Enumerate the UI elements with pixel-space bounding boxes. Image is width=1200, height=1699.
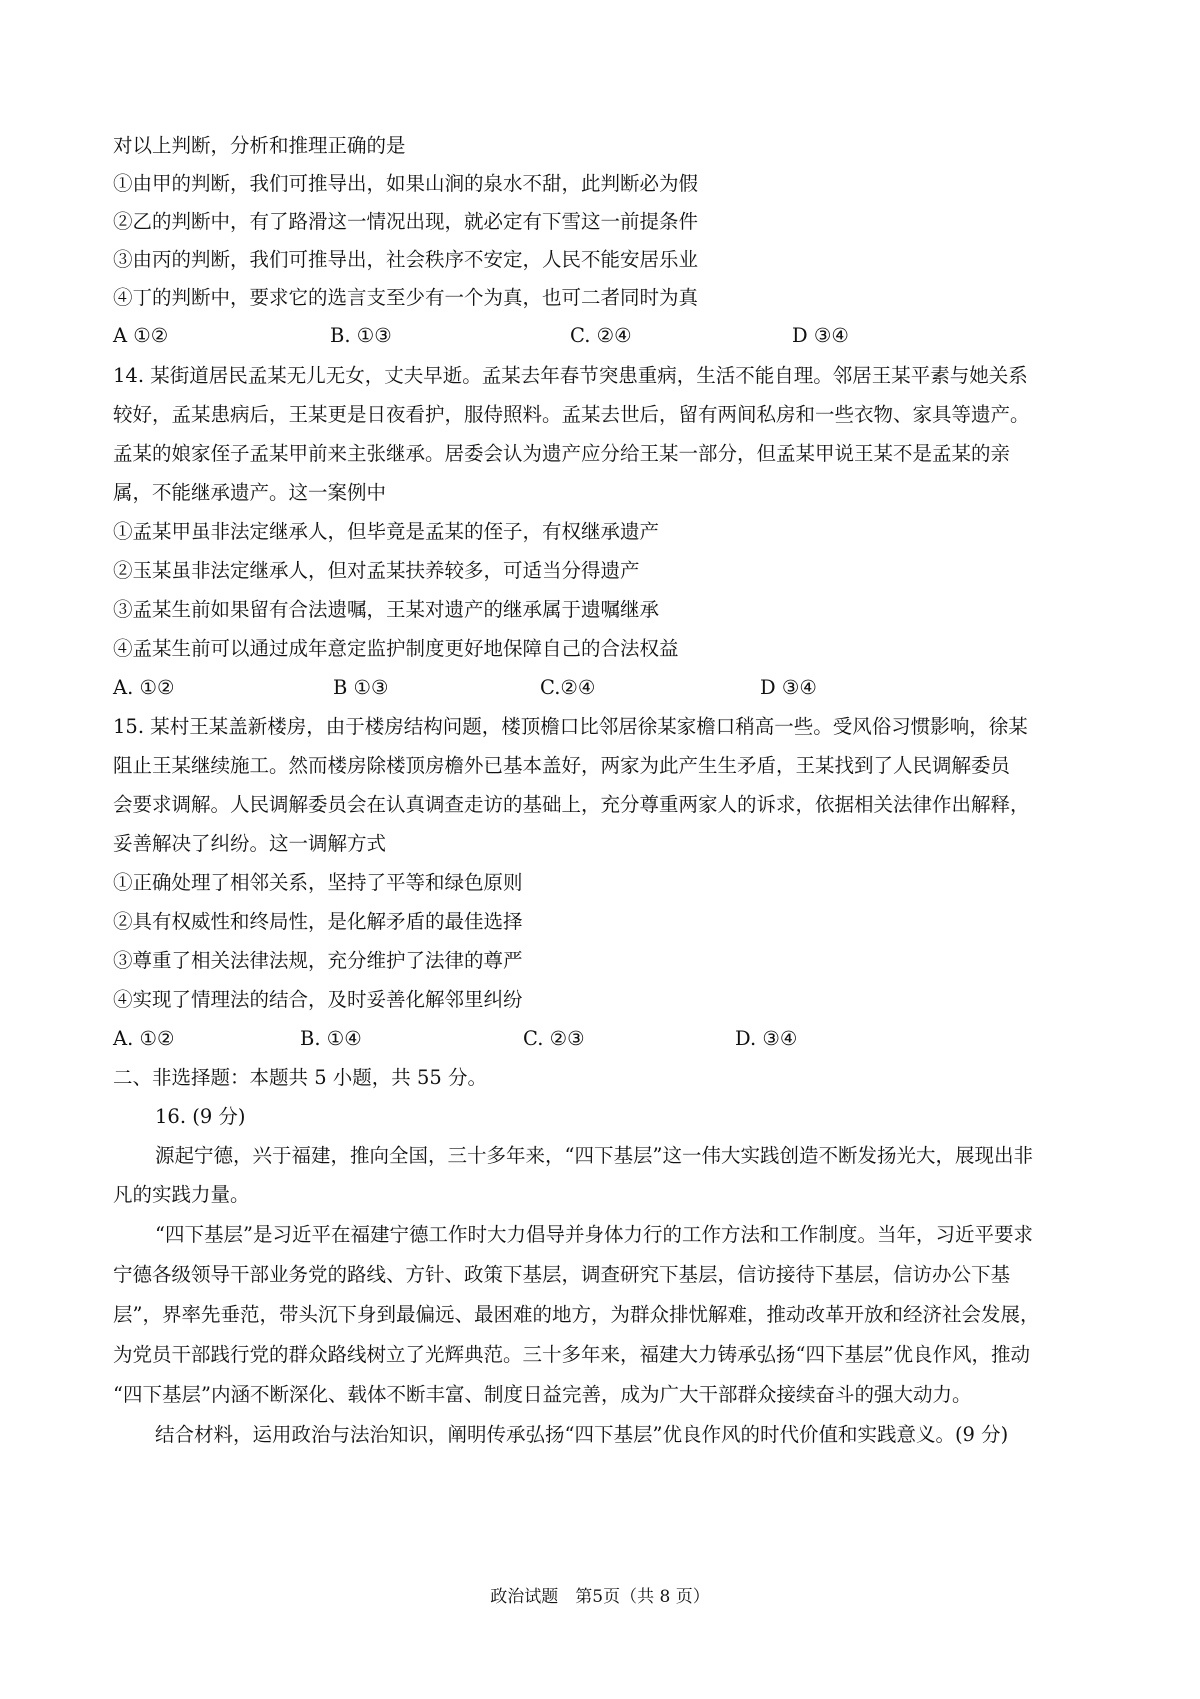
q15-option-c: C. ②③ — [523, 1027, 585, 1050]
q15-statement-4: ④实现了情理法的结合，及时妥善化解邻里纠纷 — [113, 988, 523, 1011]
q15-line-2: 阻止王某继续施工。然而楼房除楼顶房檐外已基本盖好，两家为此产生生矛盾，王某找到了人民调解委员 — [113, 754, 1011, 777]
section-2-heading: 二、非选择题：本题共 5 小题，共 55 分。 — [113, 1066, 488, 1089]
q13-statement-2: ②乙的判断中，有了路滑这一情况出现，就必定有下雪这一前提条件 — [113, 210, 699, 233]
q13-statement-4: ④丁的判断中，要求它的选言支至少有一个为真，也可二者同时为真 — [113, 286, 699, 309]
q13-statement-1: ①由甲的判断，我们可推导出，如果山涧的泉水不甜，此判断必为假 — [113, 172, 699, 195]
q14-line-2: 较好，孟某患病后，王某更是日夜看护，服侍照料。孟某去世后，留有两间私房和一些衣物、家具等遗产。 — [113, 403, 1030, 426]
q14-option-a: A. ①② — [113, 676, 175, 699]
q16-para2-line-2: 宁德各级领导干部业务党的路线、方针、政策下基层，调查研究下基层，信访接待下基层，信访办公下基 — [113, 1263, 1011, 1286]
q15-options — [0, 1025, 1200, 1053]
q15-statement-2: ②具有权威性和终局性，是化解矛盾的最佳选择 — [113, 910, 523, 933]
q14-option-d: D ③④ — [760, 676, 817, 699]
q15-line-1: 15. 某村王某盖新楼房，由于楼房结构问题，楼顶檐口比邻居徐某家檐口稍高一些。受风俗习惯影响，徐某 — [113, 715, 1028, 738]
q15-option-d: D. ③④ — [735, 1027, 798, 1050]
q16-heading: 16. (9 分) — [155, 1105, 246, 1128]
page-footer: 政治试题 第5页（共 8 页） — [490, 1587, 710, 1607]
q14-option-b: B ①③ — [333, 676, 389, 699]
q15-option-a: A. ①② — [113, 1027, 175, 1050]
q15-statement-3: ③尊重了相关法律法规，充分维护了法律的尊严 — [113, 949, 523, 972]
q13-options — [0, 322, 1200, 350]
q16-para1-line-2: 凡的实践力量。 — [113, 1183, 250, 1206]
q14-option-c: C.②④ — [540, 676, 596, 699]
q14-statement-3: ③孟某生前如果留有合法遗嘱，王某对遗产的继承属于遗嘱继承 — [113, 598, 660, 621]
q15-line-4: 妥善解决了纠纷。这一调解方式 — [113, 832, 387, 855]
q13-statement-3: ③由丙的判断，我们可推导出，社会秩序不安定，人民不能安居乐业 — [113, 248, 699, 271]
q16-para1-line-1: 源起宁德，兴于福建，推向全国，三十多年来，“四下基层”这一伟大实践创造不断发扬光大，展现出非 — [155, 1144, 1033, 1167]
q14-line-1: 14. 某街道居民孟某无儿无女，丈夫早逝。孟某去年春节突患重病，生活不能自理。邻居王某平素与她关系 — [113, 364, 1028, 387]
q13-stem: 对以上判断，分析和推理正确的是 — [113, 134, 406, 157]
q16-para2-line-1: “四下基层”是习近平在福建宁德工作时大力倡导并身体力行的工作方法和工作制度。当年，习近平要求 — [155, 1223, 1033, 1246]
q14-options — [0, 674, 1200, 702]
q15-statement-1: ①正确处理了相邻关系，坚持了平等和绿色原则 — [113, 871, 523, 894]
q14-statement-2: ②玉某虽非法定继承人，但对孟某扶养较多，可适当分得遗产 — [113, 559, 640, 582]
q16-task: 结合材料，运用政治与法治知识，阐明传承弘扬“四下基层”优良作风的时代价值和实践意义。(9 分) — [155, 1423, 1009, 1446]
q13-option-c: C. ②④ — [570, 324, 632, 347]
q14-line-3: 孟某的娘家侄子孟某甲前来主张继承。居委会认为遗产应分给王某一部分，但孟某甲说王某不是孟某的亲 — [113, 442, 1011, 465]
q14-statement-1: ①孟某甲虽非法定继承人，但毕竟是孟某的侄子，有权继承遗产 — [113, 520, 660, 543]
q13-option-b: B. ①③ — [330, 324, 392, 347]
q15-option-b: B. ①④ — [300, 1027, 362, 1050]
q16-para2-line-5: “四下基层”内涵不断深化、载体不断丰富、制度日益完善，成为广大干部群众接续奋斗的强大动力。 — [113, 1383, 972, 1406]
q13-option-a: A ①② — [113, 324, 169, 347]
q16-para2-line-3: 层”，界率先垂范，带头沉下身到最偏远、最困难的地方，为群众排忧解难，推动改革开放和经济社会发展， — [113, 1303, 1040, 1326]
q16-para2-line-4: 为党员干部践行党的群众路线树立了光辉典范。三十多年来，福建大力铸承弘扬“四下基层”优良作风，推动 — [113, 1343, 1030, 1366]
q14-line-4: 属，不能继承遗产。这一案例中 — [113, 481, 387, 504]
q14-statement-4: ④孟某生前可以通过成年意定监护制度更好地保障自己的合法权益 — [113, 637, 679, 660]
q15-line-3: 会要求调解。人民调解委员会在认真调查走访的基础上，充分尊重两家人的诉求，依据相关法律作出解释， — [113, 793, 1030, 816]
q13-option-d: D ③④ — [792, 324, 849, 347]
